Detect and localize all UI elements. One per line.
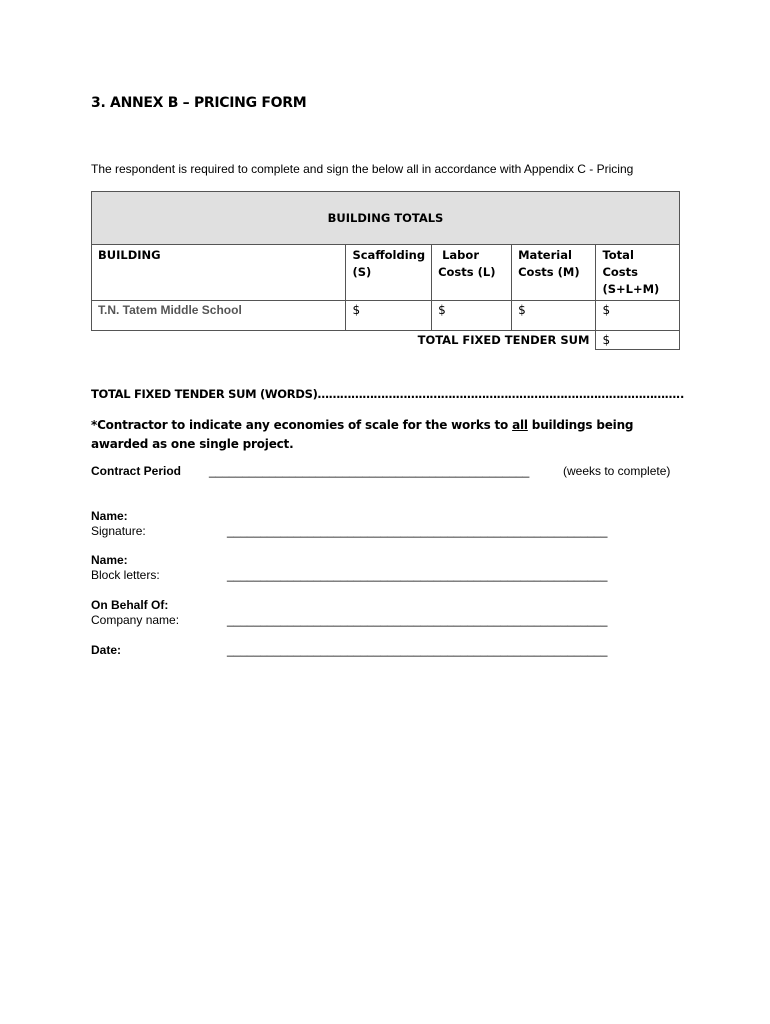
date-label: Date: (91, 643, 122, 657)
material-cell[interactable]: $ (512, 301, 596, 331)
building-name-cell: T.N. Tatem Middle School (92, 301, 346, 331)
total-row (92, 331, 680, 350)
intro-text: The respondent is required to complete and sign the below all in accordance with Appendix C - Pricing (91, 162, 634, 176)
column-header-labor: Labor Costs (L) (432, 245, 512, 301)
labor-cell[interactable]: $ (432, 301, 512, 331)
page-title: 3. ANNEX B – PRICING FORM (91, 95, 307, 111)
table-header: BUILDING TOTALS (92, 192, 680, 245)
block-letters-label: Block letters: (91, 568, 160, 582)
scaffolding-cell[interactable]: $ (346, 301, 432, 331)
total-fixed-tender-sum-cell[interactable]: $ (596, 331, 680, 350)
total-cell[interactable]: $ (596, 301, 680, 331)
company-name-field[interactable]: _________________________________________________________ (227, 613, 608, 627)
block-letters-field[interactable]: _________________________________________________________ (227, 568, 608, 582)
on-behalf-of-label: On Behalf Of: (91, 598, 169, 612)
column-header-scaffolding: Scaffolding (S) (346, 245, 432, 301)
contract-period-label: Contract Period (91, 464, 182, 478)
economies-note: *Contractor to indicate any economies of scale for the works to all buildings being awarded as one single project. (91, 418, 634, 451)
date-field[interactable]: _________________________________________________________ (227, 643, 608, 657)
total-fixed-tender-sum-label: TOTAL FIXED TENDER SUM (417, 333, 590, 347)
signature-field[interactable]: _________________________________________________________ (227, 524, 608, 538)
note-underlined-word: all (512, 418, 528, 432)
company-name-label: Company name: (91, 613, 180, 627)
total-words-line: TOTAL FIXED TENDER SUM (WORDS)…………………………………………………………………………………….. (91, 387, 685, 401)
column-header-material: Material Costs (M) (512, 245, 596, 301)
signature-label: Signature: (91, 524, 146, 538)
column-header-building: BUILDING (92, 245, 346, 301)
contract-period-suffix: (weeks to complete) (563, 464, 671, 478)
building-totals-table (91, 191, 680, 350)
name-label: Name: (91, 553, 128, 567)
column-header-total: Total Costs (S+L+M) (596, 245, 680, 301)
contract-period-field[interactable]: ________________________________________________ (209, 464, 530, 478)
table-row (92, 301, 680, 331)
name-label: Name: (91, 509, 128, 523)
